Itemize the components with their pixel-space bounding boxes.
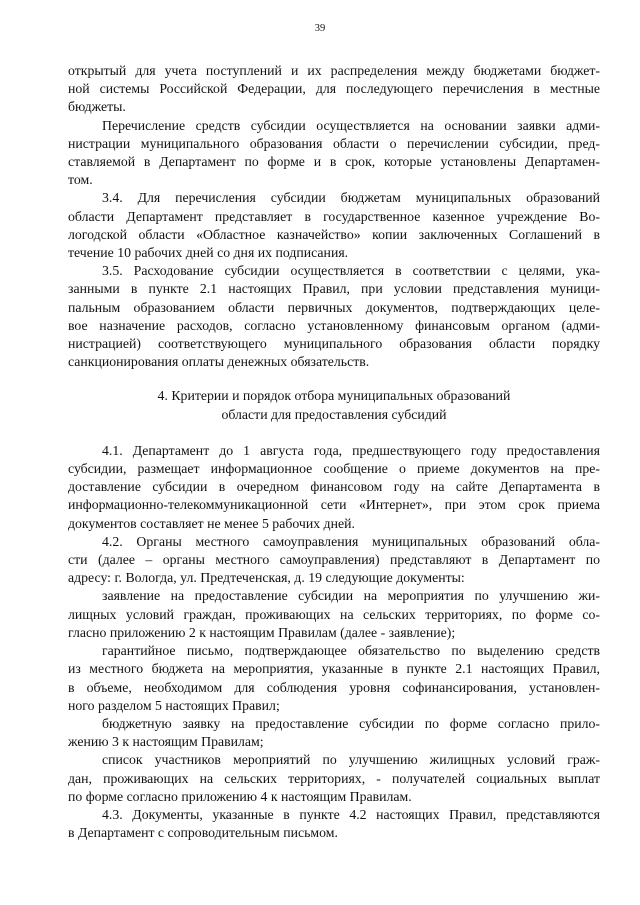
heading-line: области для предоставления субсидий <box>221 406 447 422</box>
text-line: сти (далее – органы местного самоуправления) представляют в Департамент по <box>68 552 600 568</box>
paragraph <box>68 533 600 588</box>
text-line: Перечисление средств субсидии осуществляется на основании заявки адми- <box>102 117 600 133</box>
text-line: дан, проживающих на сельских территориях, - получателей социальных выплат <box>68 770 600 786</box>
text-line: жению 3 к настоящим Правилам; <box>68 734 264 750</box>
text-line: пальным образованием области первичных документов, подтверждающих целе- <box>68 299 600 315</box>
text-line: 3.5. Расходование субсидии осуществляется в соответствии с целями, ука- <box>102 263 600 279</box>
text-line: занными в пункте 2.1 настоящих Правил, при условии представления муници- <box>68 281 600 297</box>
text-line: 4.1. Департамент до 1 августа года, предшествующего году предоставления <box>102 442 600 458</box>
text-line: ной системы Российской Федерации, для последующего перечисления в местные <box>68 81 600 97</box>
text-line: 4.2. Органы местного самоуправления муниципальных образований обла- <box>102 533 600 549</box>
text-line: гарантийное письмо, подтверждающее обязательство по выделению средств <box>102 643 600 659</box>
text-line: нистрации муниципального образования области о перечислении субсидии, пред- <box>68 135 600 151</box>
paragraph <box>68 262 600 371</box>
text-line: области Департамент представляет в государственное казенное учреждение Во- <box>68 208 600 224</box>
document-body <box>68 62 600 842</box>
paragraph <box>68 806 600 842</box>
text-line: документов составляет не менее 5 рабочих дней. <box>68 515 355 531</box>
text-line: адресу: г. Вологда, ул. Предтеченская, д. 19 следующие документы: <box>68 570 465 586</box>
paragraph <box>68 442 600 533</box>
text-line: заявление на предоставление субсидии на мероприятия по улучшению жи- <box>102 588 600 604</box>
text-line: из местного бюджета на мероприятия, указанные в пункте 2.1 настоящих Правил, <box>68 661 600 677</box>
paragraph <box>68 751 600 806</box>
text-line: логодской области «Областное казначейство» копии заключенных Соглашений в <box>68 226 600 242</box>
text-line: гласно приложению 2 к настоящим Правилам (далее - заявление); <box>68 624 456 640</box>
text-line: открытый для учета поступлений и их распределения между бюджетами бюджет- <box>68 63 600 78</box>
text-line: нистрацией) соответствующего муниципального образования области порядку <box>68 336 600 352</box>
paragraph <box>68 642 600 715</box>
text-line: в объеме, необходимом для соблюдения уровня софинансирования, установлен- <box>68 679 600 695</box>
text-line: по форме согласно приложению 4 к настоящим Правилам. <box>68 788 412 804</box>
text-line: ставляемой в Департамент по форме и в срок, которые установлены Департамен- <box>68 154 600 170</box>
text-line: доставление субсидии в очередном финансовом году на сайте Департамента в <box>68 479 600 495</box>
text-line: бюджетную заявку на предоставление субсидии по форме согласно прило- <box>102 715 600 731</box>
paragraph <box>68 715 600 751</box>
heading-line: 4. Критерии и порядок отбора муниципальных образований <box>157 388 511 404</box>
section-4-heading <box>68 387 600 423</box>
text-line: в Департамент с сопроводительным письмом. <box>68 825 338 841</box>
text-line: список участников мероприятий по улучшению жилищных условий граж- <box>102 752 600 768</box>
paragraph <box>68 587 600 642</box>
text-line: субсидии, размещает информационное сообщение о приеме документов на пре- <box>68 461 600 477</box>
text-line: санкционирования оплаты денежных обязательств. <box>68 354 370 370</box>
text-line: вое назначение расходов, согласно установленному финансовым органом (адми- <box>68 317 600 333</box>
text-line: 3.4. Для перечисления субсидии бюджетам муниципальных образований <box>102 190 600 206</box>
text-line: ного разделом 5 настоящих Правил; <box>68 697 280 713</box>
paragraph <box>68 117 600 190</box>
text-line: бюджеты. <box>68 99 126 115</box>
section-4-paragraphs <box>68 442 600 842</box>
text-line: течение 10 рабочих дней со дня их подписания. <box>68 245 349 261</box>
section-3-paragraphs <box>68 62 600 371</box>
text-line: лищных условий граждан, проживающих на сельских территориях, по форме со- <box>68 606 600 622</box>
paragraph <box>68 62 600 117</box>
text-line: информационно-телекоммуникационной сети «Интернет», при этом срок приема <box>68 497 600 513</box>
paragraph <box>68 189 600 262</box>
page-number: 39 <box>314 23 326 34</box>
text-line: 4.3. Документы, указанные в пункте 4.2 настоящих Правил, представляются <box>102 806 600 822</box>
text-line: том. <box>68 172 93 188</box>
